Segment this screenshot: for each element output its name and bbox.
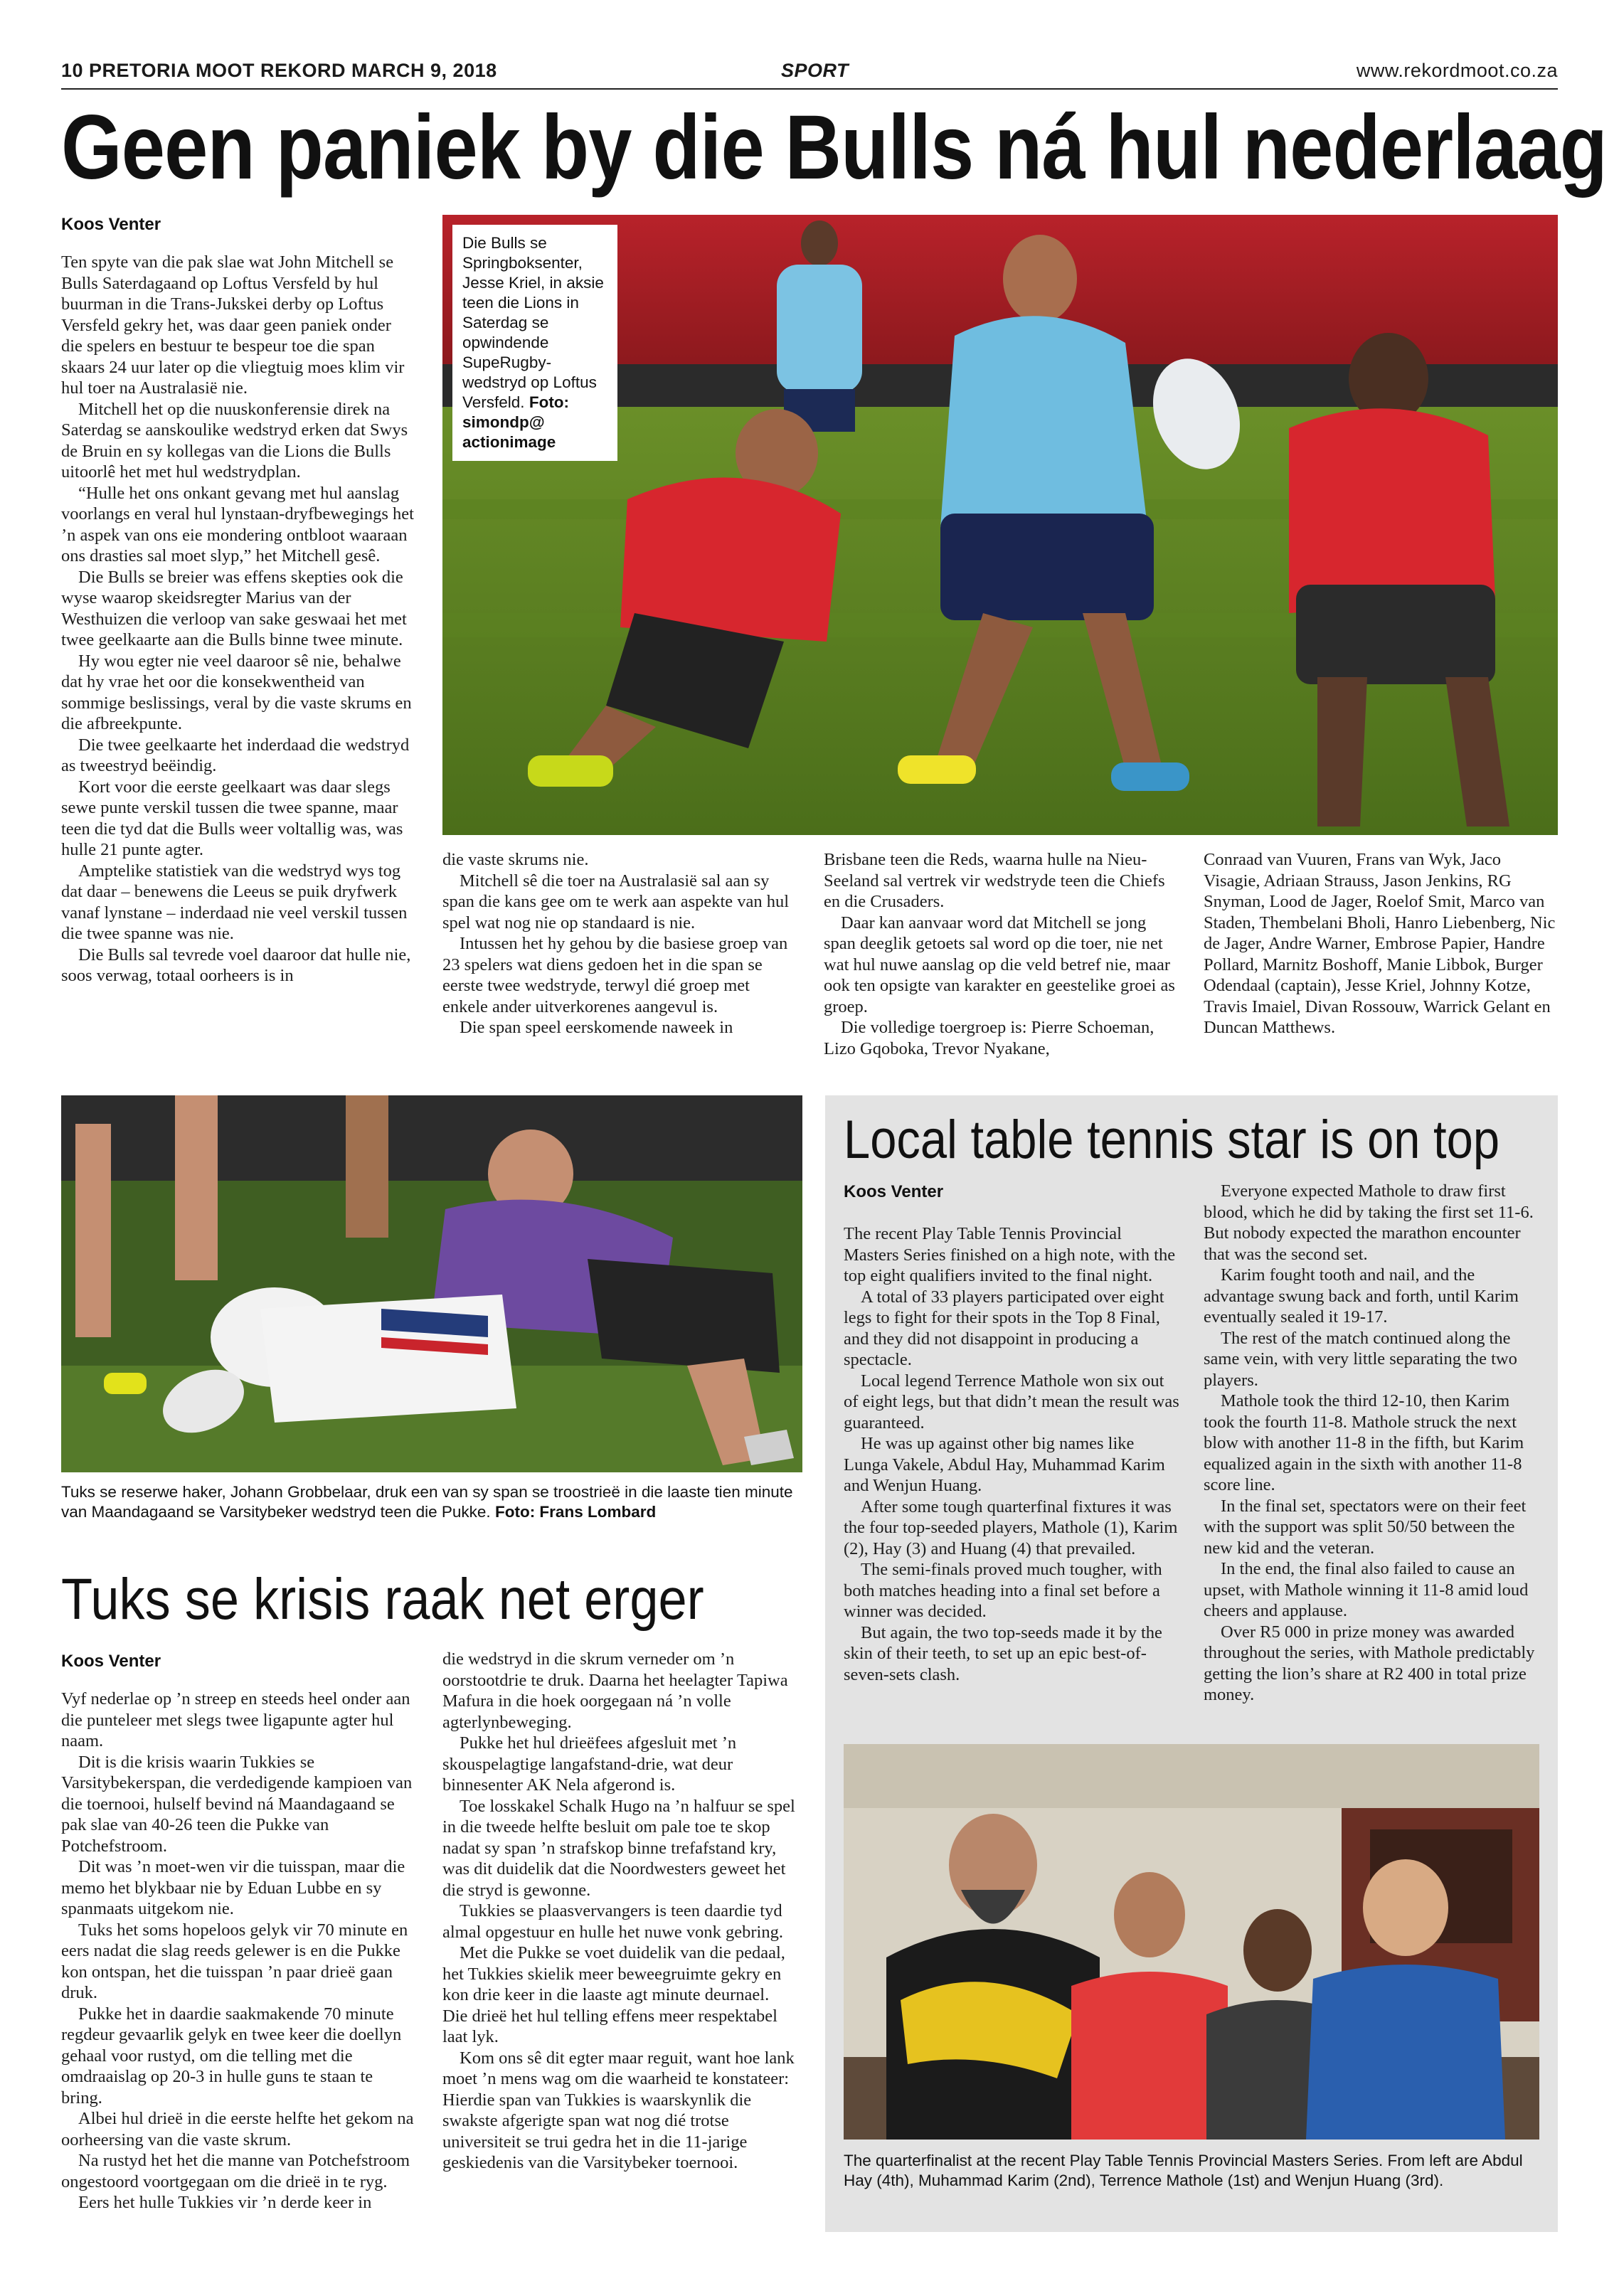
paragraph: Albei hul drieë in die eerste helfte het gekom na oorheersing van die vaste skrum.	[61, 2109, 414, 2149]
tennis-photo-illustration	[844, 1744, 1539, 2140]
paragraph: Daar kan aanvaar word dat Mitchell se jong span deeglik getoets sal word op die toer, nie net wat hul nuwe aanslag op die veld betref nie, maar ook ten opsigte van karakter en geestelike groei as groep.	[824, 913, 1175, 1016]
tennis-column-2	[1204, 1181, 1539, 1706]
caption-text: Die Bulls se Springboksenter, Jesse Kriel, in aksie teen die Lions in Saterdag se opwindende SupeRugby-wedstryd op Loftus Versfeld.	[462, 234, 604, 411]
paragraph: Local legend Terrence Mathole won six out of eight legs, but that didn’t mean the result was guaranteed.	[844, 1371, 1179, 1433]
tennis-column-1	[844, 1223, 1179, 1685]
folio-page-info: 10 PRETORIA MOOT REKORD MARCH 9, 2018	[61, 60, 497, 81]
paragraph: Die volledige toergroep is: Pierre Schoeman, Lizo Gqoboka, Trevor Nyakane,	[824, 1018, 1154, 1058]
paragraph: The semi-finals proved much tougher, with both matches heading into a final set before a winner was decided.	[844, 1560, 1162, 1621]
paragraph: Over R5 000 in prize money was awarded throughout the series, with Mathole predictably getting the lion’s share at R2 400 in total prize money.	[1204, 1622, 1535, 1704]
paragraph: Ten spyte van die pak slae wat John Mitchell se Bulls Saterdagaand op Loftus Versfeld by hul buurman in die Trans-Jukskei derby op Loftus Versfeld gekry het, was daar geen paniek onder die spelers en bestuur te bespeur toe die span skaars 24 uur later op die vliegtuig moes klim vir hul toer na Australasië nie.	[61, 253, 405, 398]
bulls-column-2	[442, 849, 797, 1038]
paragraph: Eers het hulle Tukkies vir ’n derde keer in	[78, 2193, 372, 2212]
tuks-byline: Koos Venter	[61, 1652, 161, 1671]
tuks-photo-illustration	[61, 1095, 802, 1472]
paragraph: Kom ons sê dit egter maar reguit, want hoe lank moet ’n mens wag om die waarheid te konstateer: Hierdie span van Tukkies is waarskynlik die swakste afgerigte span wat nog dié trotse universiteit se trui gedra het in die 11-jarige geskiedenis van die Varsitybeker toernooi.	[442, 2048, 795, 2172]
tuks-photo-caption	[61, 1482, 802, 1522]
bulls-column-4	[1204, 849, 1558, 1038]
paragraph: He was up against other big names like Lunga Vakele, Abdul Hay, Muhammad Karim and Wenjun Huang.	[844, 1434, 1165, 1495]
photo-credit: Foto: simondp@ actionimage	[462, 393, 570, 451]
paragraph: Pukke het in daardie saakmakende 70 minute regdeur gevaarlik gelyk en twee keer die doellyn gehaal voor rustyd, om die telling met die omdraaislag op 20-3 in hulle guns te staan te bring.	[61, 2004, 402, 2108]
paragraph: The rest of the match continued along the same vein, with very little separating the two players.	[1204, 1328, 1517, 1390]
paragraph: Everyone expected Mathole to draw first blood, which he did by taking the first set 11-6. But nobody expected the marathon encounter that was the second set.	[1204, 1181, 1534, 1264]
paragraph: Met die Pukke se voet duidelik van die pedaal, het Tukkies skielik meer beweegruimte gekry en kon drie keer in die laaste agt minute deurnael. Die drieë het hul telling effens meer respektabel laat lyk.	[442, 1943, 785, 2046]
paragraph: Die Bulls sal tevrede voel daaroor dat hulle nie, soos verwag, totaal oorheers is in	[61, 945, 411, 985]
paragraph: Vyf nederlae op ’n streep en steeds heel onder aan die punteleer met slegs twee ligapunte agter hul naam.	[61, 1689, 410, 1750]
bulls-byline: Koos Venter	[61, 215, 161, 234]
paragraph: But again, the two top-seeds made it by the skin of their teeth, to set up an epic best-of-seven-sets clash.	[844, 1622, 1162, 1684]
tuks-rugby-photo	[61, 1095, 802, 1472]
tuks-column-2	[442, 1649, 797, 2174]
paragraph: Conraad van Vuuren, Frans van Wyk, Jaco Visagie, Adriaan Strauss, Jason Jenkins, RG Snyman, Lood de Jager, Roelof Smit, Marco van Staden, Thembelani Bholi, Hanro Liebenberg, Nic de Jager, Andre Warner, Embrose Papier, Handre Pollard, Marnitz Boshoff, Manie Libbok, Burger Odendaal (captain), Jesse Kriel, Johnny Kotze, Travis Imaiel, Divan Rossouw, Warrick Gelant en Duncan Matthews.	[1204, 850, 1556, 1037]
caption-text: Tuks se reserwe haker, Johann Grobbelaar, druk een van sy span se troostrieë in die laaste tien minute van Maandagaand se Varsitybeker wedstryd teen die Pukke.	[61, 1483, 793, 1521]
paragraph: Die Bulls se breier was effens skepties ook die wyse waarop skeidsregter Marius van der Westhuizen die verloop van sake geswaai het met twee geelkaarte aan die Bulls binne twee minute.	[61, 567, 407, 649]
paragraph: Die span speel eerskomende naweek in	[460, 1018, 733, 1037]
bulls-column-1	[61, 252, 415, 987]
paragraph: Toe losskakel Schalk Hugo na ’n halfuur se spel in die tweede helfte besluit om pale toe te skop nadat sy span ’n strafskop binne trefafstand kry, was dit duidelik dat die Noordwesters geweet het die stryd is gewonne.	[442, 1796, 795, 1900]
tuks-column-1	[61, 1689, 415, 2213]
paragraph: “Hulle het ons onkant gevang met hul aanslag voorlangs en veral hul lynstaan-dryfbewegings het ’n aspek van ons eie mondering ontbloot waaraan ons drasties sal moet slyp,” het Mitchell gesê.	[61, 483, 414, 565]
photo-credit: Foto: Frans Lombard	[494, 1503, 657, 1521]
tuks-headline: Tuks se krisis raak net erger	[61, 1567, 704, 1632]
paragraph: Dit was ’n moet-wen vir die tuisspan, maar die memo het blykbaar nie by Eduan Lubbe en sy spanmaats uitgekom nie.	[61, 1857, 405, 1918]
paragraph: Die twee geelkaarte het inderdaad die wedstryd as tweestryd beëindig.	[61, 735, 410, 775]
folio-url: www.rekordmoot.co.za	[1356, 60, 1558, 81]
paragraph: die wedstryd in die skrum verneder om ’n oorstootdrie te druk. Daarna het heelagter Tapiwa Mafura in die hoek oorgegaan ná ’n volle agterlynbeweging.	[442, 1649, 788, 1732]
tennis-group-photo	[844, 1744, 1539, 2140]
paragraph: Mitchell het op die nuuskonferensie direk na Saterdag se aanskoulike wedstryd erken dat Swys de Bruin en sy kollegas van die Lions die Bulls uitoorlê het met hul wedstrydplan.	[61, 399, 408, 482]
paragraph: Tuks het soms hopeloos gelyk vir 70 minute en eers nadat die slag reeds gelewer is en die Pukke kon ontspan, het die tuisspan ’n paar drieë gaan druk.	[61, 1920, 408, 2002]
paragraph: Pukke het hul drieëfees afgesluit met ’n skouspelagtige langafstand-drie, wat deur binnesenter AK Nela afgerond is.	[442, 1733, 737, 1795]
paragraph: Kort voor die eerste geelkaart was daar slegs sewe punte verskil tussen die twee spanne, maar teen die tyd dat die Bulls weer voltallig was, was hulle 21 punte agter.	[61, 777, 403, 859]
paragraph: Brisbane teen die Reds, waarna hulle na Nieu-Seeland sal vertrek vir wedstryde teen die Chiefs en die Crusaders.	[824, 850, 1165, 911]
bulls-column-3	[824, 849, 1178, 1059]
paragraph: die vaste skrums nie.	[442, 850, 589, 869]
folio-section: SPORT	[781, 60, 849, 81]
paragraph: Hy wou egter nie veel daaroor sê nie, behalwe dat hy vrae het oor die konsekwentheid van sommige beslissings, veral by die vaste skrums en die afbreekpunte.	[61, 651, 412, 733]
paragraph: Tukkies se plaasvervangers is teen daardie tyd almal opgestuur en hulle het nuwe vonk gebring.	[442, 1901, 783, 1942]
paragraph: The recent Play Table Tennis Provincial Masters Series finished on a high note, with the top eight qualifiers invited to the final night.	[844, 1224, 1176, 1285]
paragraph: After some tough quarterfinal fixtures it was the four top-seeded players, Mathole (1), Karim (2), Hay (3) and Huang (4) that prevailed.	[844, 1497, 1178, 1558]
paragraph: Amptelike statistiek van die wedstryd wys tog dat daar – benewens die Leeus se puik dryfwerk vanaf lynstane – inderdaad nie veel verskil tussen die twee spanne was nie.	[61, 861, 408, 943]
tennis-byline: Koos Venter	[844, 1182, 944, 1201]
folio-rule	[61, 88, 1558, 90]
paragraph: Mitchell sê die toer na Australasië sal aan sy span die kans gee om te werk aan aspekte van hul spel wat nog nie op standaard is nie.	[442, 871, 790, 932]
paragraph: A total of 33 players participated over eight legs to fight for their spots in the Top 8 Final, and they did not disappoint in producing a spectacle.	[844, 1287, 1164, 1369]
paragraph: Mathole took the third 12-10, then Karim took the fourth 11-8. Mathole struck the next blow with another 11-8 in the fifth, but Karim equalized again in the sixth with another 11-8 score line.	[1204, 1391, 1524, 1494]
bulls-photo-caption	[452, 225, 617, 461]
paragraph: Na rustyd het het die manne van Potchefstroom ongestoord voortgegaan om die drieë in te ryg.	[61, 2151, 410, 2191]
paragraph: Karim fought tooth and nail, and the advantage swung back and forth, until Karim eventually sealed it 19-17.	[1204, 1265, 1519, 1327]
paragraph: In the final set, spectators were on their feet with the support was split 50/50 between the new kid and the veteran.	[1204, 1496, 1527, 1558]
tennis-headline: Local table tennis star is on top	[844, 1110, 1500, 1170]
tennis-photo-caption: The quarterfinalist at the recent Play Table Tennis Provincial Masters Series. From left are Abdul Hay (4th), Muhammad Karim (2nd), Terrence Mathole (1st) and Wenjun Huang (3rd).	[844, 2152, 1523, 2189]
paragraph: Intussen het hy gehou by die basiese groep van 23 spelers wat diens gedoen het in die span se eerste twee wedstryde, terwyl dié groep met enkele ander uitverkorenes aangevul is.	[442, 934, 788, 1016]
paragraph: Dit is die krisis waarin Tukkies se Varsitybekerspan, die verdedigende kampioen van die toernooi, hulself bevind ná Maandagaand se pak slae van 40-26 teen die Pukke van Potchefstroom.	[61, 1752, 413, 1856]
paragraph: In the end, the final also failed to cause an upset, with Mathole winning it 11-8 amid loud cheers and applause.	[1204, 1559, 1529, 1620]
bulls-headline: Geen paniek by die Bulls ná hul nederlaag	[61, 97, 1608, 198]
